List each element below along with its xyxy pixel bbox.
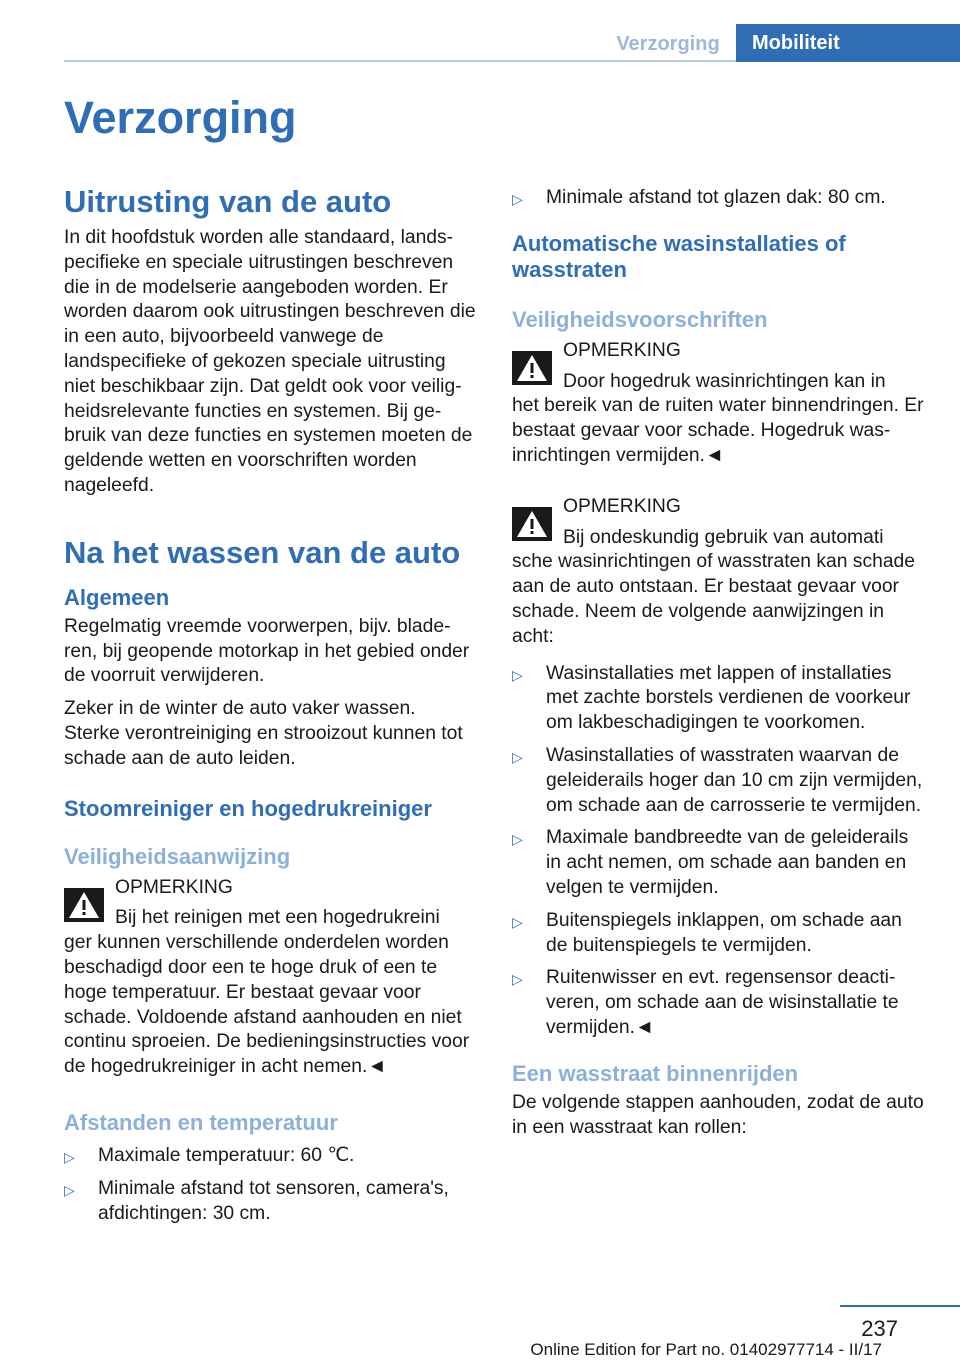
right-column xyxy=(512,186,924,1140)
list-afstanden xyxy=(64,1144,476,1226)
list-top xyxy=(512,186,924,211)
warning-label: OPMERKING xyxy=(563,495,681,517)
list-item: ▷ Buitenspiegels inklappen, om schade aan de buitenspiegels te vermijden. xyxy=(512,909,902,956)
page-number: 237 xyxy=(861,1316,898,1341)
paragraph-uitrusting: In dit hoofdstuk worden alle standaard, landspecifieke en speciale uitrustingen beschreven die in de modelserie aangeboden worden. Er worden daarom ook uitrustingen beschreven die in een auto, bijvoorbeeld vanwege de landspecifieke of gekozen speciale uitrusting niet beschikbaar zijn. Dat geldt ook voor veiligheidsrelevante functies en systemen. Bij gebruik van deze functies en systemen moeten de geldende wetten en voorschriften worden nageleefd. xyxy=(64,227,476,496)
heading-veiligheidsvoorschriften: Veiligheidsvoorschriften xyxy=(512,306,768,332)
heading-wassen: Na het wassen van de auto xyxy=(64,534,461,570)
heading-afstanden: Afstanden en temperatuur xyxy=(64,1109,338,1135)
tab-verzorging[interactable]: Verzorging xyxy=(616,32,720,55)
heading-wasstraat-binnenrijden: Een wasstraat binnenrijden xyxy=(512,1060,799,1086)
triangle-bullet-icon: ▷ xyxy=(512,191,523,207)
triangle-bullet-icon: ▷ xyxy=(512,831,523,848)
warning-label: OPMERKING xyxy=(115,876,233,898)
warning-block-1 xyxy=(512,339,924,469)
warning-icon xyxy=(64,888,104,922)
heading-veiligheidsaanwijzing: Veiligheidsaanwijzing xyxy=(64,843,291,869)
warning-icon xyxy=(512,507,552,541)
triangle-bullet-icon: ▷ xyxy=(512,748,523,765)
list-item: ▷ Ruitenwisser en evt. regensensor deactiveren, om schade aan de wisinstallatie te vermijden.◄ xyxy=(512,967,899,1038)
heading-automatische-wasinstallaties: Automatische wasinstallaties of wasstraten xyxy=(512,230,846,282)
heading-algemeen: Algemeen xyxy=(64,584,170,610)
warning-text: sche wasinrichtingen of wasstraten kan schade aan de auto ontstaan. Er bestaat gevaar voor schade. Neem de volgende aanwijzingen in acht: xyxy=(512,551,915,647)
page-title: Verzorging xyxy=(64,92,297,143)
warning-block xyxy=(64,876,476,1080)
list-item: ▷ Minimale afstand tot glazen dak: 80 cm. xyxy=(512,186,924,211)
list-item: ▷ Maximale temperatuur: 60 ℃. xyxy=(64,1144,476,1169)
footer-rule xyxy=(840,1305,960,1307)
triangle-bullet-icon: ▷ xyxy=(64,1181,75,1198)
triangle-bullet-icon: ▷ xyxy=(512,913,523,930)
warning-block-2 xyxy=(512,495,924,650)
list-item: ▷ Wasinstallaties met lappen of installaties met zachte borstels verdienen de voorkeur om lakbeschadigingen te voorkomen. xyxy=(512,662,911,734)
warning-icon xyxy=(512,351,552,385)
edition-text: Online Edition for Part no. 01402977714 - II/17 xyxy=(530,1340,882,1359)
paragraph-binnenrijden: De volgende stappen aanhouden, zodat de auto in een wasstraat kan rollen: xyxy=(512,1091,924,1138)
paragraph-algemeen-1: Regelmatig vreemde voorwerpen, bijv. bladeren, bij geopende motorkap in het gebied onder de voorruit verwijderen. xyxy=(64,615,470,687)
warning-label: OPMERKING xyxy=(563,339,681,361)
list-aanwijzingen xyxy=(512,662,924,1041)
warning-text-line1: Bij het reinigen met een hogedrukreini xyxy=(115,907,440,929)
warning-text: ger kunnen verschillende onderdelen worden beschadigd door een te hoge druk of een te hoge temperatuur. Er bestaat gevaar voor schade. Voldoende afstand aanhouden en niet continu sproeien. De bedieningsinstructies voor de hogedrukreiniger in acht nemen.◄ xyxy=(64,932,470,1078)
heading-stoomreiniger: Stoomreiniger en hogedrukreiniger xyxy=(64,795,432,821)
list-item: ▷ Wasinstallaties of wasstraten waarvan de geleiderails hoger dan 10 cm zijn vermijden, om schade aan de carrosserie te vermijden. xyxy=(512,744,923,816)
warning-text-line1: Door hogedruk wasinrichtingen kan in xyxy=(563,370,886,392)
heading-uitrusting: Uitrusting van de auto xyxy=(64,184,392,219)
list-item: ▷ Maximale bandbreedte van de geleiderails in acht nemen, om schade aan banden en velgen te vermijden. xyxy=(512,827,909,898)
triangle-bullet-icon: ▷ xyxy=(64,1148,75,1165)
warning-text: het bereik van de ruiten water binnendringen. Er bestaat gevaar voor schade. Hogedruk wasinrichtingen vermijden.◄ xyxy=(512,395,924,466)
list-item: ▷ Minimale afstand tot sensoren, camera's, afdichtingen: 30 cm. xyxy=(64,1177,449,1224)
left-column xyxy=(64,180,476,1234)
triangle-bullet-icon: ▷ xyxy=(512,666,523,683)
tab-mobiliteit[interactable]: Mobiliteit xyxy=(736,24,960,62)
paragraph-algemeen-2: Zeker in de winter de auto vaker wassen. Sterke verontreiniging en strooizout kunnen tot schade aan de auto leiden. xyxy=(64,698,463,769)
triangle-bullet-icon: ▷ xyxy=(512,971,523,988)
warning-text-line1: Bij ondeskundig gebruik van automati xyxy=(563,526,884,548)
